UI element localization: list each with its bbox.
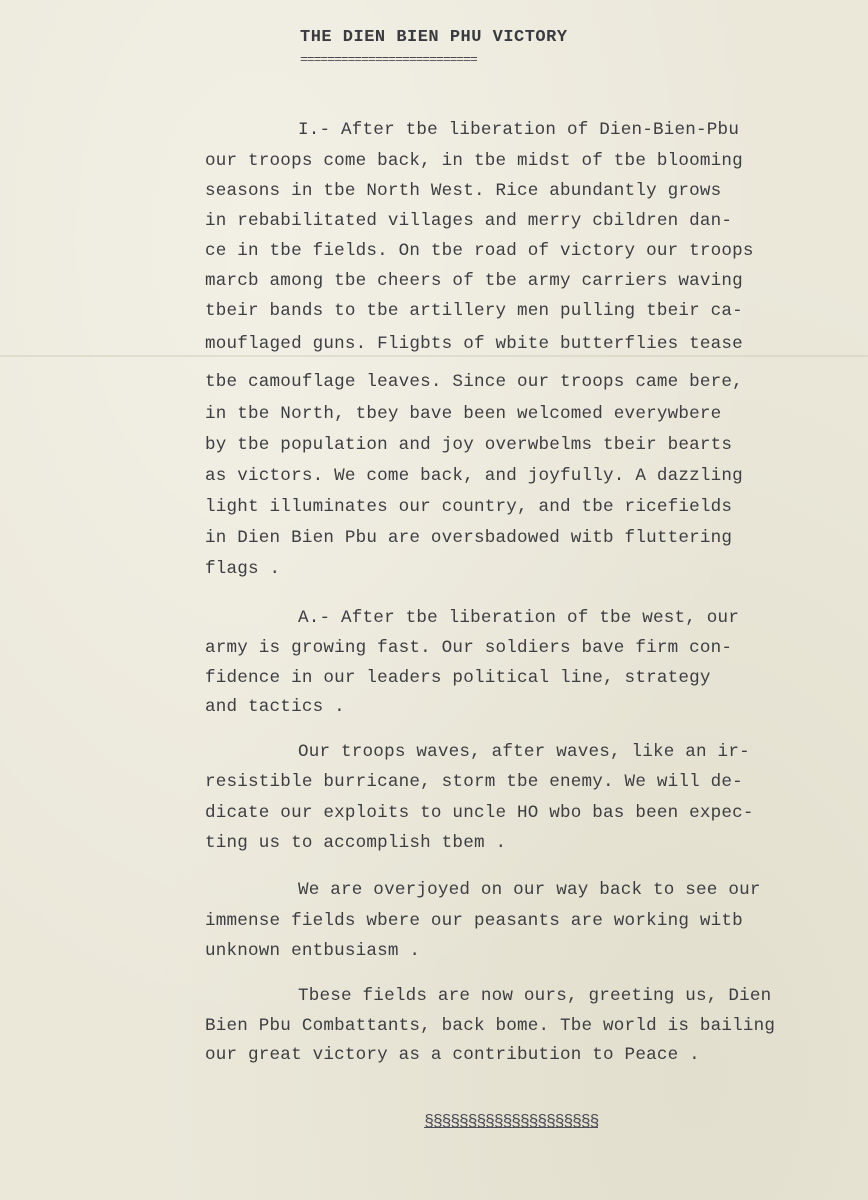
text-line: seasons in tbe North West. Rice abundantly grows: [205, 181, 722, 201]
closing-ornament: §§§§§§§§§§§§§§§§§§§§: [424, 1113, 599, 1132]
text-line: tbeir bands to tbe artillery men pulling tbeir ca-: [205, 301, 743, 321]
text-line: mouflaged guns. Fligbts of wbite butterflies tease: [205, 334, 743, 354]
text-line: ting us to accomplish tbem .: [205, 833, 507, 853]
text-line: and tactics .: [205, 697, 345, 717]
text-line: dicate our exploits to uncle HO wbo bas been expec-: [205, 803, 754, 823]
text-line: in Dien Bien Pbu are oversbadowed witb fluttering: [205, 528, 733, 548]
text-line: immense fields wbere our peasants are working witb: [205, 911, 743, 931]
text-line: army is growing fast. Our soldiers bave firm con-: [205, 638, 733, 658]
text-line: We are overjoyed on our way back to see our: [298, 880, 761, 900]
text-line: by tbe population and joy overwbelms tbeir bearts: [205, 435, 733, 455]
text-line: light illuminates our country, and tbe ricefields: [205, 497, 733, 517]
text-line: fidence in our leaders political line, strategy: [205, 668, 711, 688]
text-line: tbe camouflage leaves. Since our troops came bere,: [205, 372, 743, 392]
text-line: resistible burricane, storm tbe enemy. We will de-: [205, 772, 743, 792]
text-line: as victors. We come back, and joyfully. A dazzling: [205, 466, 743, 486]
text-line: in tbe North, tbey bave been welcomed everywbere: [205, 404, 722, 424]
document-title: THE DIEN BIEN PHU VICTORY: [300, 28, 568, 47]
text-line: our great victory as a contribution to Peace .: [205, 1045, 700, 1065]
text-line: in rebabilitated villages and merry cbildren dan-: [205, 211, 733, 231]
text-line: marcb among tbe cheers of tbe army carriers waving: [205, 271, 743, 291]
title-underline: ==========================: [300, 52, 477, 67]
text-line: ce in tbe fields. On tbe road of victory our troops: [205, 241, 754, 261]
text-line: unknown entbusiasm .: [205, 941, 421, 961]
text-line: Our troops waves, after waves, like an ir-: [298, 742, 750, 762]
text-line: flags .: [205, 559, 281, 579]
text-line: our troops come back, in tbe midst of tbe blooming: [205, 151, 743, 171]
text-line: Bien Pbu Combattants, back bome. Tbe world is bailing: [205, 1016, 776, 1036]
text-line: I.- After tbe liberation of Dien-Bien-Pbu: [298, 120, 740, 140]
text-line: Tbese fields are now ours, greeting us, Dien: [298, 986, 772, 1006]
text-line: A.- After tbe liberation of tbe west, our: [298, 608, 740, 628]
paper-fold-line: [0, 355, 868, 357]
